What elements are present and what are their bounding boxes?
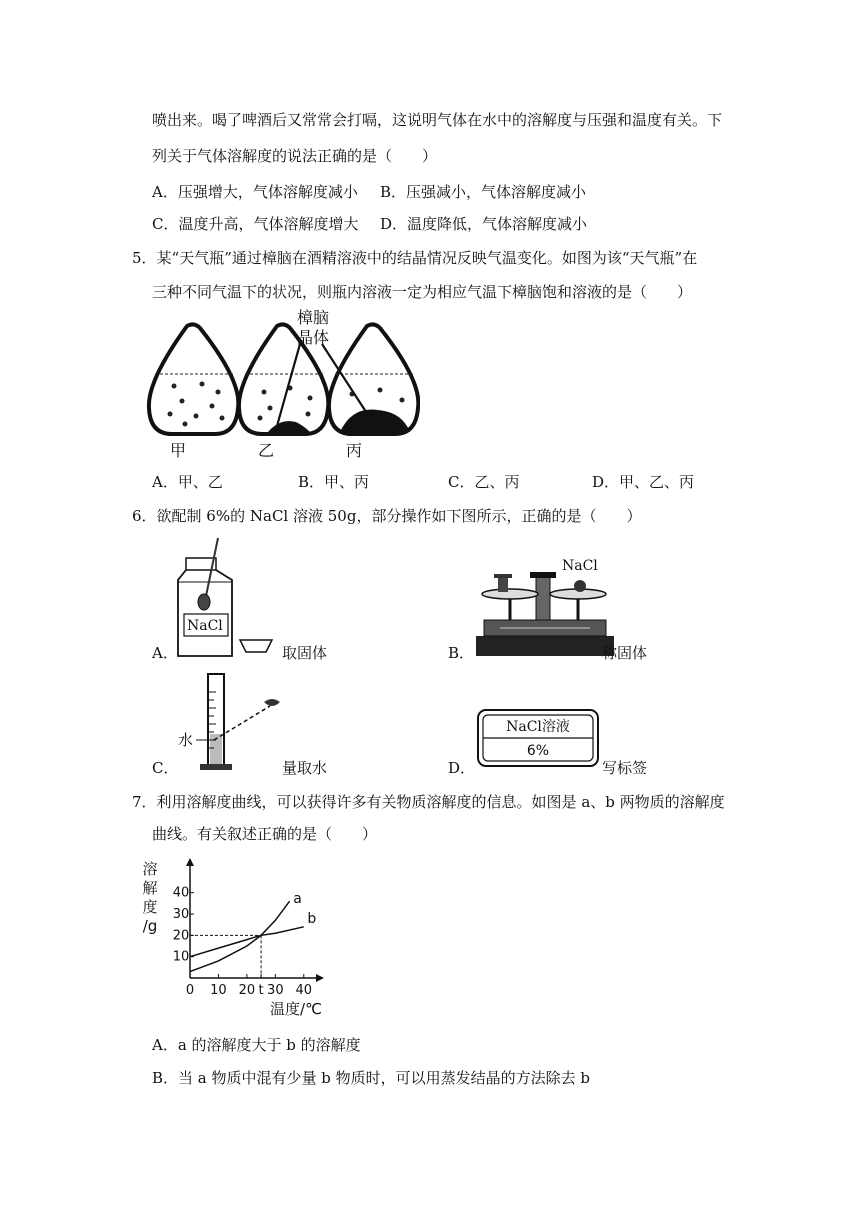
series-line-b — [190, 927, 304, 957]
q6-option-c-caption: 量取水 — [282, 759, 328, 777]
q5-option-c[interactable]: C．乙、丙 — [448, 473, 520, 491]
q7-stem-line2: 曲线。有关叙述正确的是（ ） — [152, 825, 378, 843]
series-label-a: a — [293, 891, 302, 908]
x-tick-label: 10 — [210, 983, 227, 998]
q5-stem-line1: 5．某“天气瓶”通过樟脑在酒精溶液中的结晶情况反映气温变化。如图为该“天气瓶”在 — [132, 249, 698, 267]
q5-option-a[interactable]: A．甲、乙 — [152, 473, 223, 491]
q4-option-d[interactable]: D．温度降低，气体溶解度减小 — [380, 215, 588, 233]
q4-stem-line2: 列关于气体溶解度的说法正确的是（ ） — [152, 147, 438, 165]
balance-label: NaCl — [562, 558, 598, 574]
q7-option-a[interactable]: A．a 的溶解度大于 b 的溶解度 — [152, 1036, 361, 1054]
y-tick-label: 10 — [172, 949, 190, 965]
q5-stem-line2: 三种不同气温下的状况，则瓶内溶液一定为相应气温下樟脑饱和溶液的是（ ） — [152, 283, 693, 301]
q6-figure-c — [196, 672, 296, 772]
bottle-jia — [149, 324, 238, 434]
q5-option-b[interactable]: B．甲、丙 — [298, 473, 370, 491]
callout-line-yi — [277, 344, 300, 426]
q5-option-d[interactable]: D．甲、乙、丙 — [592, 473, 695, 491]
y-tick-label: 30 — [172, 907, 190, 922]
q6-option-d-letter[interactable]: D． — [448, 759, 476, 777]
reagent-bottle-label: NaCl — [187, 618, 223, 634]
solubility-chart — [140, 852, 340, 1022]
y-axis-label-char: /g — [142, 917, 158, 935]
y-axis-label-char: 溶 — [142, 860, 158, 878]
x-axis-label: 温度/℃ — [270, 1000, 322, 1018]
x-tick-label: 20 — [238, 983, 256, 998]
x-tick-label: t — [258, 983, 264, 998]
x-tick-label: 40 — [295, 983, 313, 998]
callout-crystal: 晶体 — [297, 328, 330, 347]
q6-option-a-letter[interactable]: A． — [152, 644, 178, 662]
series-label-b: b — [307, 910, 317, 927]
x-axis-arrow — [316, 974, 324, 982]
q7-option-b[interactable]: B．当 a 物质中混有少量 b 物质时，可以用蒸发结晶的方法除去 b — [152, 1069, 591, 1087]
graduated-cylinder-svg — [196, 672, 296, 772]
bottle-label-bing: 丙 — [346, 441, 363, 460]
bottle-bing — [329, 324, 418, 434]
reagent-bottle-svg — [170, 532, 280, 662]
q4-option-b[interactable]: B．压强减小，气体溶解度减小 — [380, 183, 587, 201]
bottle-label-yi: 乙 — [258, 441, 275, 460]
y-axis-label-char: 解 — [142, 879, 158, 897]
y-axis-label-char: 度 — [142, 898, 158, 916]
q6-option-a-caption: 取固体 — [282, 644, 328, 662]
q6-figure-a — [170, 532, 280, 662]
q4-option-c[interactable]: C．温度升高，气体溶解度增大 — [152, 215, 359, 233]
bottle-label-jia: 甲 — [170, 441, 187, 460]
x-tick-label: 30 — [267, 983, 284, 998]
q6-option-b-letter[interactable]: B． — [448, 644, 475, 662]
q6-stem: 6．欲配制 6%的 NaCl 溶液 50g，部分操作如下图所示，正确的是（ ） — [132, 507, 642, 525]
label-card-bottom: 6% — [526, 743, 550, 759]
cylinder-water-label: 水 — [178, 731, 194, 749]
q7-stem-line1: 7．利用溶解度曲线，可以获得许多有关物质溶解度的信息。如图是 a、b 两物质的溶解度 — [132, 793, 725, 811]
solubility-chart-svg — [140, 852, 340, 1022]
y-axis-arrow — [186, 858, 194, 866]
y-tick-label: 20 — [172, 928, 190, 944]
series-line-a — [190, 901, 290, 971]
q4-stem-line1: 喷出来。喝了啤酒后又常常会打嗝，这说明气体在水中的溶解度与压强和温度有关。下 — [152, 111, 723, 129]
q6-option-d-caption: 写标签 — [602, 759, 648, 777]
x-tick-label: 0 — [185, 983, 195, 998]
q4-option-a[interactable]: A．压强增大，气体溶解度减小 — [152, 183, 358, 201]
y-tick-label: 40 — [172, 885, 190, 901]
label-card-top: NaCl溶液 — [506, 719, 570, 735]
q6-option-b-caption: 称固体 — [602, 644, 648, 662]
callout-camphor: 樟脑 — [297, 308, 330, 327]
q6-option-c-letter[interactable]: C． — [152, 759, 179, 777]
